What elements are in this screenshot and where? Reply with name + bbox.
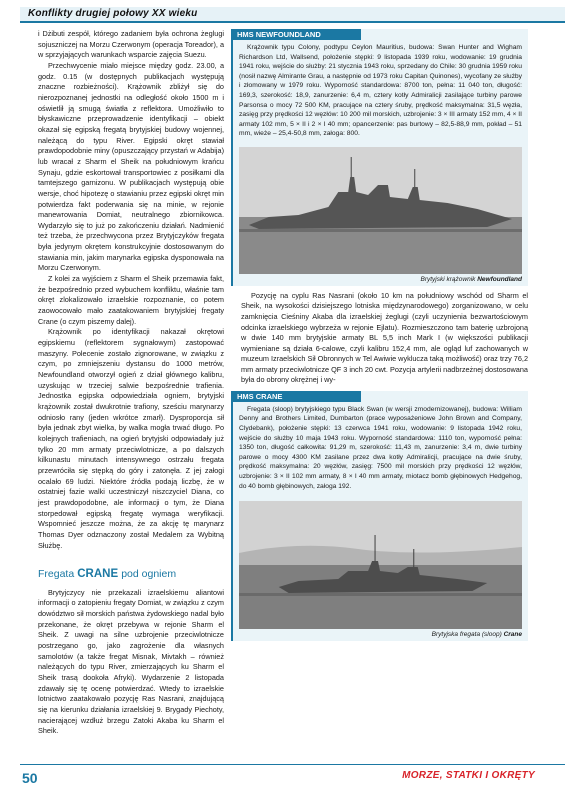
photo-newfoundland (239, 147, 522, 274)
magazine-name: MORZE, STATKI I OKRĘTY (402, 770, 535, 781)
caption-newfoundland-text: Brytyjski krążownik (420, 275, 476, 283)
infobox-crane (231, 391, 528, 641)
caption-crane-name: Crane (503, 631, 522, 639)
left-paragraph-4: Krążownik po identyfikacji nakazał okrętowi egipskiemu (reflektorem sygnałowym) zastopować maszyny. Polecenie zostało zignorowane, w związku z czym, po zmniejszeniu dystansu do 1000 metrów, Newfoundland otworzył ogień z dział głównego kalibru, uzyskując w trzeciej salwie bezpośrednie trafienia. Jednostka egipska odpowiedziała ogniem, brytyjski krążownik został dwukrotnie trafiony, sześciu marynarzy odniosło rany (jeden wkrótce zmarł). Dysproporcja sił była jednak zbyt wielka, by walka mogła trwać długo. Po kolejnych trafieniach, na ogień brytyjski odpowiadały już tylko 20 mm armaty przeciwlotnicze, a po dalszych kilkunastu minutach intensywnego ostrzału fregata przewróciła się stępką do góry i zatonęła. Z jej załogi ocalało 69 ludzi. Niektóre źródła podają liczbę, że w ostatniej fazie walki uczestniczył niszczyciel Diana, co jest prawdopodobne, ale informacji o tym, że Diana storpedował egipską fregatę wymaga weryfikacji. Wspomnieć jeszcze można, że za akcję tę marynarz Thomas Dyer odznaczony został Medalem za Wybitną Służbę. (38, 327, 224, 550)
left-paragraph-5: Brytyjczycy nie przekazali izraelskiemu aliantowi informacji o zatopieniu fregaty Domiat, w związku z czym dowództwo sił morskich państwa żydowskiego nadal było przekonane, że okręt przebywa w rejonie Sharm el Sheik. Z uwagi na silne uzbrojenie przeciwlotnicze postrzegano go, jako zagrożenie dla własnych samolotów (a także fregat Misnak, Mivtakh – również należących do typu River, zmierzających ku Sharm el Sheik trasą dookoła Afryki). Wydarzenie 2 listopada zdawały się tę ocenę potwierdzać. Wtedy to izraelskie lotnictwo zaatakowało pozycję Ras Nasrani, znajdującą się na kierunku działania izraelskiej 9. Brygady Piechoty, nacierającej wzdłuż brzegu Zatoki Akaba ku Sharm el Sheik. (38, 587, 224, 736)
photo-crane (239, 501, 522, 629)
header-title: Konflikty drugiej połowy XX wieku (28, 8, 198, 19)
ship-silhouette-newfoundland (239, 147, 522, 274)
section-heading-part-3: pod ogniem (121, 568, 177, 581)
infobox-crane-paragraph: Fregata (sloop) brytyjskiego typu Black Swan (w wersji zmodernizowanej), budowa: William Denny and Brothers Limited, Dumbarton (prace wyposażeniowe John Brown and Company, Clydebank), położenie stępki: 13 czerwca 1941 roku, wodowanie: 9 listopada 1942 roku, wejście do służby 10 maja 1943 roku. Wyporność standardowa: 1110 ton, wyporność pełna: 1350 ton, długość całkowita: 91,29 m, szerokość: 11,43 m, zanurzenie: 3,4 m, dwie turbiny parowe o mocy 4300 KM zasilane przez dwa kotły Admiralicji, pracujące na dwie śruby, prędkość maksymalna: 20 węzłów, zasięg: 7500 mil morskich przy prędkości 12 węzłów, uzbrojenie: 3 × II 102 mm armaty, 8 × I 40 mm armaty, miotacz bomb głębinowych Hedgehog, do 40 bomb głębinowych, załoga 192. (239, 405, 522, 490)
footer-divider (20, 764, 565, 765)
infobox-crane-title: HMS CRANE (233, 391, 361, 402)
right-column (231, 29, 528, 641)
infobox-newfoundland-text (233, 40, 528, 143)
infobox-newfoundland-title: HMS NEWFOUNDLAND (233, 29, 361, 40)
infobox-newfoundland (231, 29, 528, 286)
page-number: 50 (22, 770, 38, 786)
infobox-newfoundland-paragraph: Krążownik typu Colony, podtypu Ceylon Mauritius, budowa: Swan Hunter and Wigham Richardson Ltd, Wallsend, położenie stępki: 9 listopada 1939 roku, wodowanie: 19 grudnia 1941 roku, wejście do służby: 21 stycznia 1943 roku, sprzedany do Chile: 30 grudnia 1959 roku (nosił nazwę Almirante Grau, a następnie od 1973 roku Capitan Quinones), wycofany ze służby i złomowany w 1979 roku. Wyporność standardowa: 8700 ton, pełna: 11 040 ton, długość: 169,3, szerokość: 18,9, zanurzenie: 6,4 m, cztery kotły Admiralicji zasilające turbiny parowe Parsonsa o mocy 72 500 KM, pracujące na cztery śruby, prędkość maksymalna: 31,5 węzła, zasięg przy prędkości 12 węzłów: 10 200 mil morskich, uzbrojenie: 3 × III armaty 152 mm, 4 × II armaty 102 mm, 5 × II i 2 × I 40 mm; opancerzenie: pas burtowy – 82,5-88,9 mm, pokład – 51 mm, wieże – 25,4-50,8 mm, załoga: 800. (239, 44, 522, 138)
left-paragraph-2: Przechwycenie miało miejsce między godz. 23.00, a godz. 0.15 (w dostępnych publikacjach występują znaczne rozbieżności). Krążownik zbliżył się do nierozpoznanej jednostki na odległość około 1500 m i oświetlił ją smugą światła z reflektora. Umożliwiło to błyskawiczne przeprowadzenie identyfikacji – obiekt okazał się egipską fregatą brytyjskiej budowy wojennej, należącą do typu River. Egipski okręt stawiał prawdopodobnie miny (opuszczający przystań w Adabija) lub wracał z Sharm el Sheik na południowym krańcu Synaju, gdzie eskortował transportowiec z posiłkami dla tamtejszego garnizonu. W publikacjach występują obie wersje, choć hipotezę o stawianiu przez egipski okręt min potwierdza fakt poderwania się na minie, w rejonie manewrowania Domiat, neutralnego zbiornikowca. Wydarzyło się to już po zakończeniu działań. Nadmienić też trzeba, że przechwycona przez Brytyjczyków fregata była jedynym okrętem konstrukcyjnie dostosowanym do stawiania min, jakim marynarka egipska dysponowała na Morzu Czerwonym. (38, 60, 224, 273)
right-paragraph-1: Pozycję na cyplu Ras Nasrani (około 10 km na południowy wschód od Sharm el Sheik, na wysokości dzisiejszego lotniska międzynarodowego) zorganizowano, w celu zamknięcia Cieśniny Akaba dla izraelskiej żeglugi (czyli uczynienia bezwartościowym odcinka izraelskiego wybrzeża w rejonie Ejlatu). Rozmieszczono tam baterię uzbrojoną w dwie 140 mm brytyjskie armaty BL 5,5 inch Mark I (w większości publikacji wymieniane są działa 6-calowe, czyli kalibru 152,4 mm, ale ogląd luf zachowanych w muzeum Izraelskich Sił Obronnych w Tel Awiwie wyklucza taką możliwość) oraz trzy 76,2 mm armaty przeciwlotnicze QF 3 inch 20 cwt. Pozycja artylerii nadbrzeżnej dostosowana była do obrony okrężnej i wy- (241, 290, 528, 385)
infobox-crane-text (233, 402, 528, 495)
caption-crane (233, 629, 528, 641)
caption-newfoundland-name: Newfoundland (477, 275, 522, 283)
section-heading (38, 569, 224, 580)
ship-silhouette-crane (239, 501, 522, 629)
caption-crane-text: Brytyjska fregata (sloop) (431, 631, 502, 639)
left-column (38, 29, 224, 737)
running-header (20, 7, 565, 23)
left-paragraph-1: i Dżibuti zespół, którego zadaniem była ochrona żeglugi sojuszniczej na Morzu Czerwonym (operacja Toreador), a w sprzyjających warunkach wsparcie zajęcia Suezu. (38, 29, 225, 60)
section-heading-part-1: Fregata (38, 568, 75, 581)
right-body-text (231, 286, 528, 391)
section-heading-part-2: CRANE (77, 568, 119, 581)
left-paragraph-3: Z kolei za wyjściem z Sharm el Sheik przemawia fakt, że bezpośrednio przed wybuchem konfliktu, właśnie tam okręt zlokalizowało izraelskie rozpoznanie, co potem zaowocowało mało zaatakowaniem brytyjskiej fregaty Crane (o czym piszemy dalej). (38, 274, 224, 326)
caption-newfoundland (233, 274, 528, 286)
